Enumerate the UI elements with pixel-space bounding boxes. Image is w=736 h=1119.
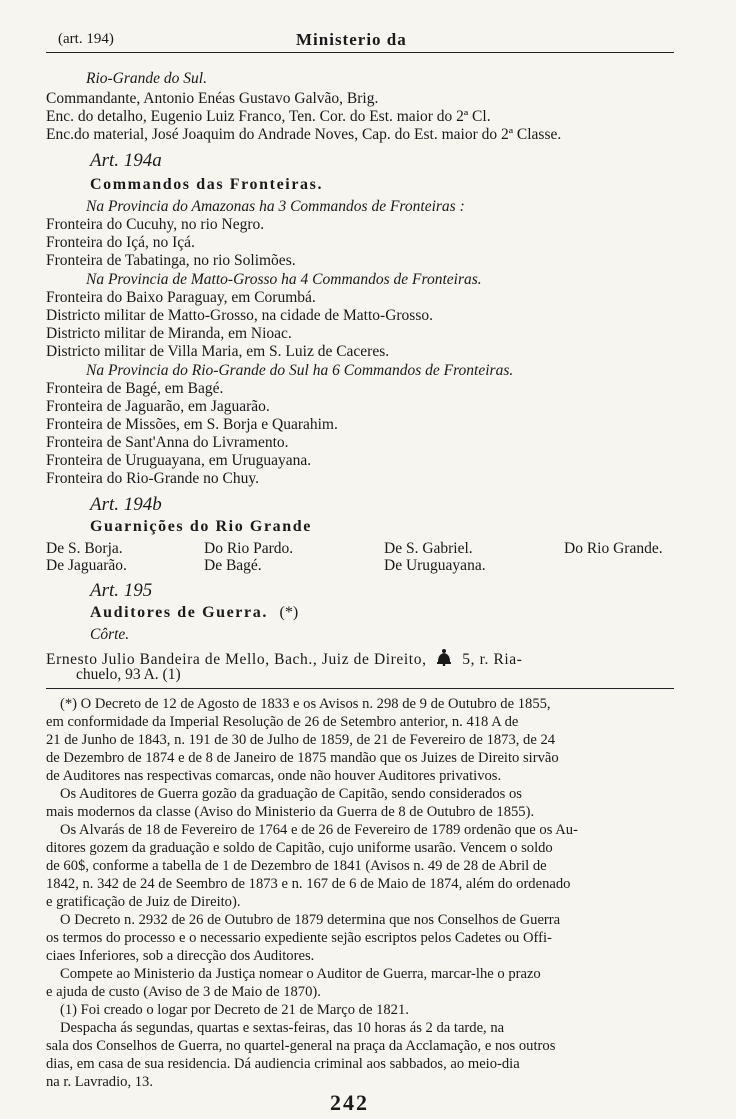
footnote-line: dias, em casa de sua residencia. Dá audiencia criminal aos sabbados, ao meio-dia	[46, 1056, 520, 1072]
footnote-line: mais modernos da classe (Aviso do Ministerio da Guerra de 8 de Outubro de 1855).	[46, 804, 535, 820]
list-item: Fronteira de Tabatinga, no rio Solimões.	[46, 252, 296, 269]
article-title-text: Auditores de Guerra.	[90, 604, 268, 621]
footnote-line: Despacha ás segundas, quartas e sextas-feiras, das 10 horas ás 2 da tarde, na	[60, 1020, 505, 1036]
footnote-line: ciaes Inferiores, sob a direcção dos Auditores.	[46, 948, 315, 964]
list-item: Fronteira de Missões, em S. Borja e Quarahim.	[46, 416, 338, 433]
list-item: Fronteira de Bagé, em Bagé.	[46, 380, 224, 397]
staff-line: Commandante, Antonio Enéas Gustavo Galvão, Brig.	[46, 90, 379, 107]
footnote-line: em conformidade da Imperial Resolução de 26 de Setembro anterior, n. 418 A de	[46, 714, 519, 730]
footnote-line: Os Alvarás de 18 de Fevereiro de 1764 e de 26 de Fevereiro de 1789 ordenão que os Au-	[60, 822, 578, 838]
footnote-line: 1842, n. 342 de 24 de Seembro de 1873 e n. 167 de 6 de Maio de 1874, além do ordenado	[46, 876, 571, 892]
footnote-line: Compete ao Ministerio da Justiça nomear o Auditor de Guerra, marcar-lhe o prazo	[60, 966, 541, 982]
staff-line: Enc. do detalho, Eugenio Luiz Franco, Ten. Cor. do Est. maior do 2ª Cl.	[46, 108, 491, 125]
footnote-line: de Auditores nas respectivas comarcas, onde não houver Auditores privativos.	[46, 768, 502, 784]
article-label: Art. 195	[90, 580, 153, 601]
article-label: Art. 194a	[90, 150, 162, 171]
garrison-cell: De Uruguayana.	[384, 557, 486, 574]
list-item: Fronteira de Jaguarão, em Jaguarão.	[46, 398, 270, 415]
footnote-line: (1) Foi creado o logar por Decreto de 21 de Março de 1821.	[60, 1002, 409, 1018]
group-intro: Na Provincia do Rio-Grande do Sul ha 6 Commandos de Fronteiras.	[86, 362, 514, 379]
list-item: Districto militar de Matto-Grosso, na cidade de Matto-Grosso.	[46, 307, 433, 324]
auditor-entry-line2: chuelo, 93 A. (1)	[76, 666, 181, 683]
footnote-line: O Decreto n. 2932 de 26 de Outubro de 1879 determina que nos Conselhos de Guerra	[60, 912, 561, 928]
auditor-entry-address: 5, r. Ria-	[462, 651, 523, 668]
footnote-line: e gratificação de Juiz de Direito).	[46, 894, 241, 910]
article-title: Guarnições do Rio Grande	[90, 518, 312, 535]
list-item: Fronteira do Içá, no Içá.	[46, 234, 195, 251]
group-intro: Na Provincia do Amazonas ha 3 Commandos de Fronteiras :	[86, 198, 465, 215]
list-item: Districto militar de Miranda, em Nioac.	[46, 325, 292, 342]
staff-line: Enc.do material, José Joaquim do Andrade Noves, Cap. do Est. maior do 2ª Classe.	[46, 126, 562, 143]
section-heading-rio-grande: Rio-Grande do Sul.	[86, 70, 207, 87]
garrison-cell: De Bagé.	[204, 557, 262, 574]
list-item: Fronteira do Baixo Paraguay, em Corumbá.	[46, 289, 316, 306]
list-item: Fronteira do Rio-Grande no Chuy.	[46, 470, 259, 487]
running-head-article: (art. 194)	[58, 31, 114, 47]
garrison-cell: De S. Borja.	[46, 540, 123, 557]
footnote-line: ditores gozem da graduação e soldo de Capitão, cujo uniforme usarão. Vencem o soldo	[46, 840, 553, 856]
footnote-line: 21 de Junho de 1843, n. 191 de 30 de Julho de 1859, de 21 de Fevereiro de 1873, de 24	[46, 732, 556, 748]
garrison-cell: De Jaguarão.	[46, 557, 127, 574]
footnote-line: Os Auditores de Guerra gozão da graduação de Capitão, sendo considerados os	[60, 786, 522, 802]
article-title	[90, 604, 298, 622]
footnote-rule	[46, 688, 674, 689]
garrison-cell: Do Rio Grande.	[564, 540, 663, 557]
footnote-line: os termos do processo e o necessario expediente sejão escriptos pelos Cadetes ou Offi-	[46, 930, 552, 946]
place-label: Côrte.	[90, 626, 130, 643]
list-item: Fronteira de Uruguayana, em Uruguayana.	[46, 452, 312, 469]
footnote-line: de 60$, conforme a tabella de 1 de Dezembro de 1841 (Avisos n. 49 de 28 de Abril de	[46, 858, 547, 874]
footnote-line: na r. Lavradio, 13.	[46, 1074, 153, 1090]
header-rule	[46, 52, 674, 53]
article-label: Art. 194b	[90, 494, 162, 515]
footnote-line: e ajuda de custo (Aviso de 3 de Maio de 1870).	[46, 984, 321, 1000]
list-item: Fronteira do Cucuhy, no rio Negro.	[46, 216, 265, 233]
page-number: 242	[330, 1090, 369, 1115]
footnote-marker: (*)	[279, 604, 299, 621]
group-intro: Na Provincia de Matto-Grosso ha 4 Commandos de Fronteiras.	[86, 271, 482, 288]
list-item: Fronteira de Sant'Anna do Livramento.	[46, 434, 289, 451]
garrison-cell: De S. Gabriel.	[384, 540, 473, 557]
footnote-line: (*) O Decreto de 12 de Agosto de 1833 e os Avisos n. 298 de 9 de Outubro de 1855,	[60, 696, 551, 712]
bell-icon	[436, 648, 452, 666]
article-title: Commandos das Fronteiras.	[90, 176, 324, 193]
footnote-line: de Dezembro de 1874 e de 8 de Janeiro de 1875 mandão que os Juizes de Direito sirvão	[46, 750, 559, 766]
garrison-cell: Do Rio Pardo.	[204, 540, 294, 557]
footnote-line: sala dos Conselhos de Guerra, no quartel-general na praça da Acclamação, e nos outros	[46, 1038, 556, 1054]
list-item: Districto militar de Villa Maria, em S. Luiz de Caceres.	[46, 343, 390, 360]
running-head-title: Ministerio da	[296, 30, 407, 49]
auditor-entry-text: Ernesto Julio Bandeira de Mello, Bach., Juiz de Direito,	[46, 651, 427, 668]
